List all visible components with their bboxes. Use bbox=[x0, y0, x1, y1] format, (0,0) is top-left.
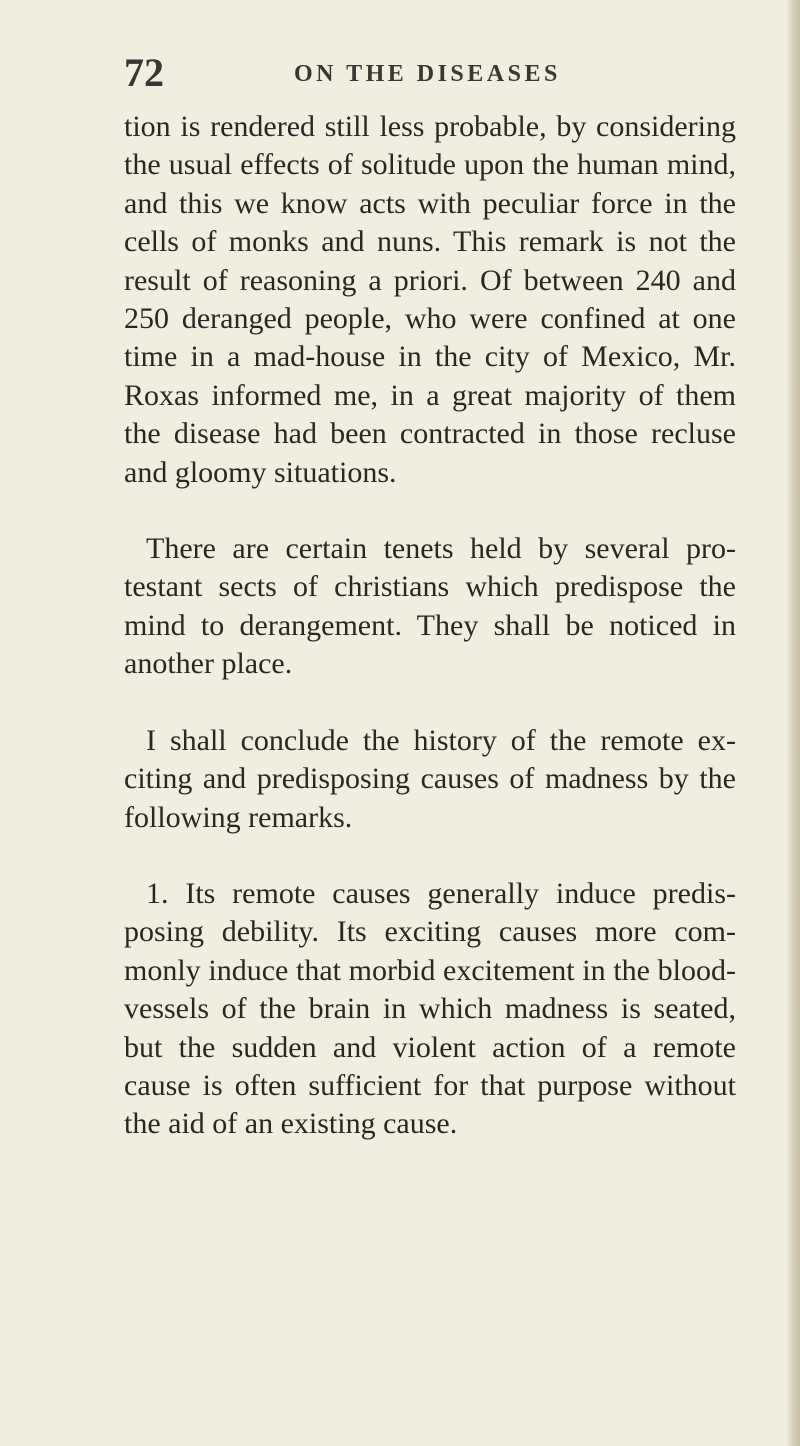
running-head bbox=[124, 48, 730, 98]
paragraph-tenets: There are certain tenets held by several protestant sects of christians which predispose the mind to derangement. They shall be noticed in another place. bbox=[124, 532, 736, 681]
body-text bbox=[124, 108, 736, 1144]
running-title: ON THE DISEASES bbox=[294, 61, 561, 87]
paragraph-continuation: tion is rendered still less probable, by considering the usual effects of solitude upon the human mind, and this we know acts with peculiar force in the cells of monks and nuns. This remark is not the result of reasoning a priori. Of between 240 and 250 deranged people, who were confined at one time in a mad-house in the city of Mexico, Mr. Roxas informed me, in a great majority of them the disease had been contracted in those recluse and gloomy situations. bbox=[124, 110, 736, 489]
page-edge-shadow bbox=[786, 0, 800, 1446]
page-number: 72 bbox=[124, 50, 164, 95]
paragraph-remark-1: 1. Its remote causes generally induce predisposing debility. Its exciting causes more commonly induce that morbid excitement in the blood-vessels of the brain in which madness is seated, but the sudden and violent action of a remote cause is often sufficient for that purpose without the aid of an existing cause. bbox=[124, 876, 736, 1141]
paragraph-conclusion: I shall conclude the history of the remote exciting and predisposing causes of madness by the following remarks. bbox=[124, 723, 736, 834]
